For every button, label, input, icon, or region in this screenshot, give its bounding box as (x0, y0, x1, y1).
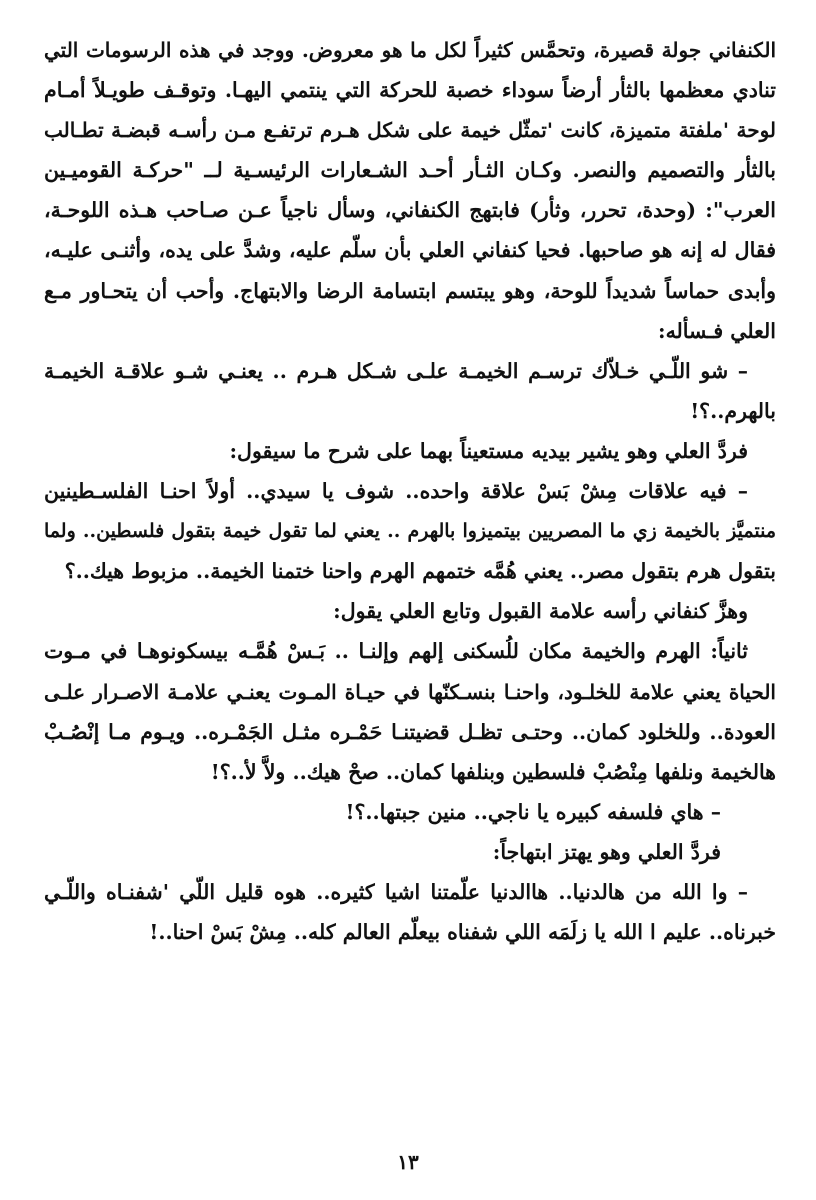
text-line: وهزَّ كنفاني رأسه علامة القبول وتابع العلي يقول: (333, 599, 748, 624)
text-line: العرب": (وحدة، تحرر، وثأر) فابتهج الكنفاني، وسأل ناجياً عـن صـاحب هـذه اللوحـة، (44, 198, 776, 223)
text-line: العودة.. وللخلود كمان.. وحتـى تظـل قضيتنـا حَمْـره مثـل الجَمْـره.. ويـوم مـا إنْصُـبْ (44, 719, 776, 744)
text-line: لوحة 'ملفتة متميزة، كانت 'تمثّل خيمة على شكل هـرم ترتفـع مـن رأسـه قبضـة تطـالب (44, 118, 776, 143)
dialogue-line: – فيه علاقات مِشْ بَسْ علاقة واحده.. شوف يا سيدي.. أولاً احنـا الفلسـطينين (44, 479, 748, 504)
dialogue-line: – هاي فلسفه كبيره يا ناجي.. منين جبتها..؟! (345, 799, 721, 824)
text-line: خبرناه.. عليم ا الله يا زلَمَه اللي شفناه بيعلّم العالم كله.. مِشْ بَسْ احنا..! (149, 920, 776, 945)
dialogue-line: – شو اللّـي خـلاّك ترسـم الخيمـة علـى شـكل هـرم .. يعنـي شـو علاقـة الخيمـة (44, 358, 748, 383)
text-line: فردَّ العلي وهو يهتز ابتهاجاً: (492, 839, 721, 864)
text-line: بالثأر والتصميم والنصر. وكـان الثـأر أحـد الشـعارات الرئيسـية لــ "حركـة القوميـين (44, 158, 776, 183)
text-line: وأبدى حماساً شديداً للوحة، وهو يبتسم ابتسامة الرضا والابتهاج. وأحب أن يتحـاور مـع (44, 278, 776, 303)
text-line: ثانياً: الهرم والخيمة مكان للُسكنى إلهم وإلنـا .. بَـسْ هُمَّـه بيسكونوهـا في مـوت (44, 639, 748, 664)
text-line: بتقول هرم بتقول مصر.. يعني هُمَّه ختمهم الهرم واحنا ختمنا الخيمة.. مزبوط هيك..؟ (64, 559, 776, 584)
text-line: الحياة يعني علامة للخلـود، واحنـا بنسـكنّها في حيـاة المـوت يعنـي علامـة الاصـرار علـى (44, 679, 776, 704)
dialogue-line: – وا الله من هالدنيا.. هاالدنيا علّمتنا اشيا كثيره.. هوه قليل اللّي 'شفنـاه واللّـي (44, 879, 748, 904)
text-line: بالهرم..؟! (690, 398, 776, 423)
text-line: فقال له إنه هو صاحبها. فحيا كنفاني العلي بأن سلّم عليه، وشدَّ على يده، وأثنـى عليـه، (44, 238, 776, 263)
text-line: الكنفاني جولة قصيرة، وتحمَّس كثيراً لكل ما هو معروض. ووجد في هذه الرسومات التي (44, 38, 776, 62)
text-line: فردَّ العلي وهو يشير بيديه مستعيناً بهما على شرح ما سيقول: (229, 438, 748, 463)
body-text (44, 30, 776, 952)
text-line: منتميَّز بالخيمة زي ما المصريين بيتميزوا بالهرم .. يعني لما تقول خيمة بتقول فلسطين.. ولما (44, 520, 776, 543)
text-line: هالخيمة ونلفها مِنْصُبْ فلسطين وبنلفها كمان.. صحْ هيك.. ولاَّ لأ..؟! (210, 759, 776, 784)
text-line: العلي فـسأله: (658, 318, 776, 343)
text-line: تنادي معظمها بالثأر أرضاً سوداء خصبة للحركة التي ينتمي اليهـا. وتوقـف طويـلاً أمـام (44, 78, 776, 103)
page-number: ١٣ (397, 1150, 419, 1174)
